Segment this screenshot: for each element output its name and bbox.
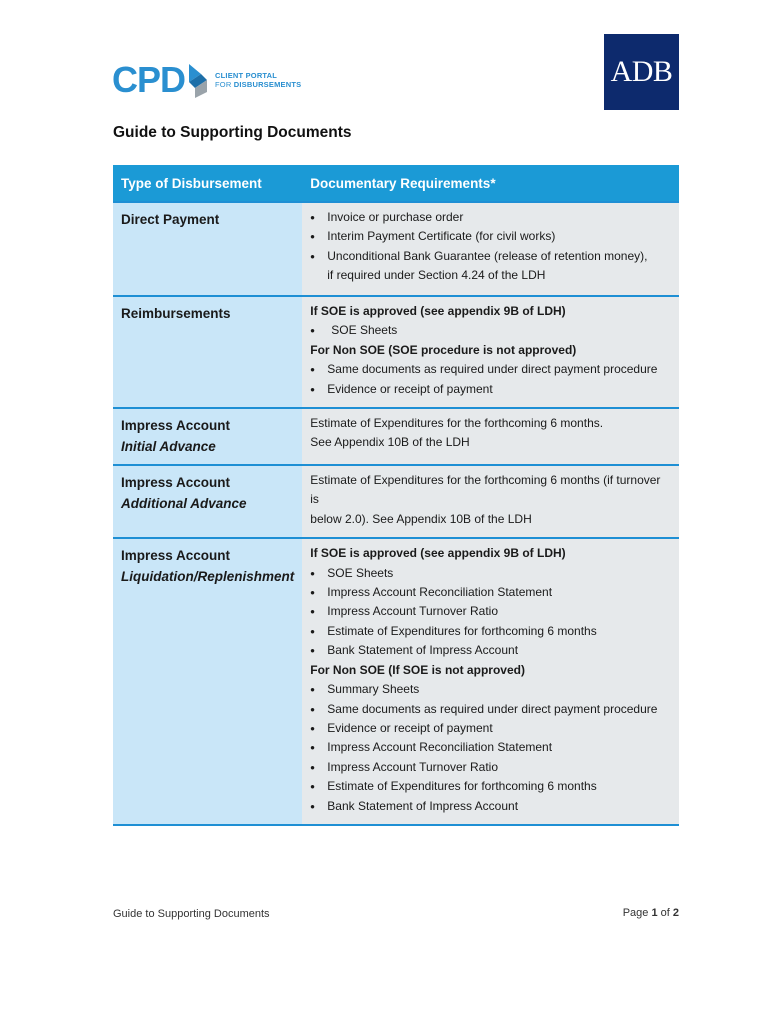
- requirements-cell: [302, 408, 679, 465]
- list-item-text: SOE Sheets: [331, 323, 398, 338]
- requirement-text: See Appendix 10B of the LDH: [310, 435, 470, 450]
- type-label: Impress Account: [121, 418, 231, 434]
- requirements-list: [310, 680, 671, 816]
- list-item: • Summary Sheets: [310, 680, 671, 699]
- page-title: Guide to Supporting Documents: [113, 124, 352, 141]
- page-of: of: [657, 907, 673, 919]
- section-heading: For Non SOE (SOE procedure is not approved): [310, 342, 577, 357]
- type-label: Reimbursements: [121, 306, 231, 321]
- list-item: • Impress Account Reconciliation Statement: [310, 738, 671, 757]
- table-row: [113, 465, 679, 538]
- section-heading: For Non SOE (If SOE is not approved): [310, 662, 525, 677]
- list-item: • Bank Statement of Impress Account: [310, 797, 671, 816]
- cpd-logo-text: CPD: [112, 59, 186, 100]
- type-cell: [113, 465, 302, 538]
- cpd-logo: [112, 60, 301, 100]
- list-item: • Impress Account Reconciliation Statement: [310, 583, 671, 602]
- type-label: Impress Account: [121, 548, 231, 564]
- requirement-text: Estimate of Expenditures for the forthcoming 6 months (if turnover is: [310, 473, 661, 507]
- footer-doc-title: Guide to Supporting Documents: [113, 908, 270, 920]
- type-label: Direct Payment: [121, 212, 220, 227]
- requirement-text: Estimate of Expenditures for the forthcoming 6 months.: [310, 416, 604, 431]
- type-sublabel: Additional Advance: [121, 496, 247, 512]
- requirements-table: [113, 165, 679, 826]
- cpd-sub-line2: [215, 80, 301, 89]
- list-item: • Evidence or receipt of payment: [310, 380, 671, 399]
- list-item: • Invoice or purchase order: [310, 208, 671, 227]
- cpd-sub-line1: CLIENT PORTAL: [215, 71, 278, 80]
- table-row: [113, 538, 679, 825]
- requirements-cell: [302, 296, 679, 408]
- requirements-list: [310, 564, 671, 661]
- list-item: • Same documents as required under direct payment procedure: [310, 700, 671, 719]
- table-header-row: [113, 165, 679, 202]
- section-heading: If SOE is approved (see appendix 9B of LDH): [310, 304, 566, 318]
- type-cell: [113, 296, 302, 408]
- type-label: Impress Account: [121, 475, 231, 491]
- section-heading: If SOE is approved (see appendix 9B of LDH): [310, 546, 566, 561]
- page-total: 2: [672, 907, 679, 919]
- requirement-text: below 2.0). See Appendix 10B of the LDH: [310, 511, 532, 526]
- adb-logo: ADB: [604, 34, 679, 110]
- list-item: • Estimate of Expenditures for forthcoming 6 months: [310, 777, 671, 796]
- list-item-continuation: if required under Section 4.24 of the LDH: [327, 268, 546, 283]
- list-item: • Same documents as required under direct payment procedure: [310, 360, 671, 379]
- list-item: • Bank Statement of Impress Account: [310, 641, 671, 660]
- requirements-cell: [302, 202, 679, 296]
- type-sublabel: Liquidation/Replenishment: [121, 569, 295, 585]
- requirements-list: [310, 360, 671, 399]
- list-item: [310, 321, 671, 340]
- cpd-logo-subtitle: [215, 71, 301, 89]
- requirements-cell: [302, 538, 679, 825]
- list-item: • Evidence or receipt of payment: [310, 719, 671, 738]
- list-item: • SOE Sheets: [310, 564, 671, 583]
- page-header: [0, 0, 768, 120]
- type-sublabel: Initial Advance: [121, 439, 216, 455]
- cpd-sub-disbursements: DISBURSEMENTS: [233, 80, 302, 89]
- requirements-cell: [302, 465, 679, 538]
- list-item: • Estimate of Expenditures for forthcoming 6 months: [310, 622, 671, 641]
- footer-page-number: [600, 907, 679, 919]
- type-cell: [113, 408, 302, 465]
- list-item: • Impress Account Turnover Ratio: [310, 602, 671, 621]
- cpd-sub-for: FOR: [215, 80, 234, 89]
- list-item: • Impress Account Turnover Ratio: [310, 758, 671, 777]
- type-cell: [113, 538, 302, 825]
- list-item: • Interim Payment Certificate (for civil works): [310, 227, 671, 246]
- col-header-type: Type of Disbursement: [113, 165, 302, 202]
- type-cell: [113, 202, 302, 296]
- col-header-requirements: Documentary Requirements*: [302, 165, 679, 202]
- page-current: 1: [651, 907, 658, 919]
- table-row: [113, 408, 679, 465]
- cpd-arrow-icon: [187, 62, 209, 98]
- requirements-list: [310, 208, 671, 266]
- list-item: • Unconditional Bank Guarantee (release of retention money),: [310, 247, 671, 266]
- requirements-list: [310, 321, 671, 340]
- table-row: [113, 202, 679, 296]
- table-row: [113, 296, 679, 408]
- page-prefix: Page: [622, 907, 652, 919]
